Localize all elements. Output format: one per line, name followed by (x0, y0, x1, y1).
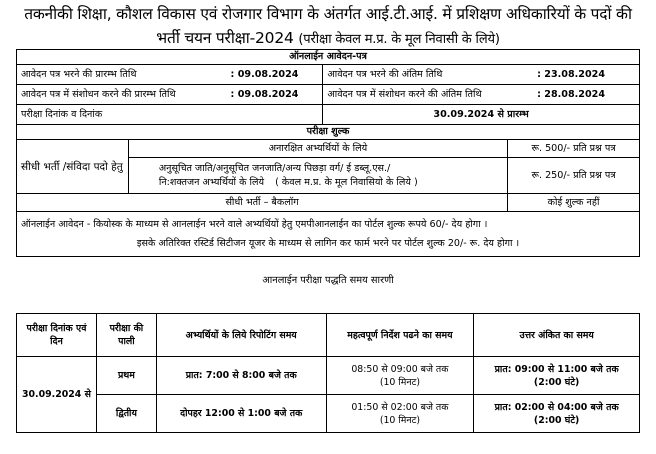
reserved-line-1: अनुसूचित जाति/अनुसूचित जनजाति/अन्य पिछड़ा वर्ग/ ई डब्लू.एस./ (158, 162, 391, 174)
general-category-label: अनारक्षित अभ्यर्थियों के लिये (128, 140, 507, 158)
instruction-duration: (10 मिनट) (379, 376, 420, 388)
portal-fee-notes (17, 212, 640, 257)
start-date-label: आवेदन पत्र भरने की प्रारम्भ तिथि (21, 68, 137, 80)
reserved-label: नि:शक्तजन अभ्यर्थियों के लिये (158, 176, 265, 188)
answer-duration: (2:00 घंटे) (533, 376, 580, 388)
instruction-time (326, 395, 474, 433)
title-main: भर्ती चयन परीक्षा-2024 (156, 29, 294, 47)
reserved-line-2 (159, 176, 503, 190)
reporting-time: दोपहर 12:00 से 1:00 बजे तक (156, 395, 326, 433)
page-title (0, 2, 656, 52)
end-date-cell (323, 65, 640, 85)
general-fee: रू. 500/- प्रति प्रश्न पत्र (508, 140, 640, 158)
answer-time (474, 357, 640, 395)
application-section-title: ऑनलाईन आवेदन-पत्र (17, 50, 640, 65)
answer-duration: (2:00 घंटे) (533, 414, 580, 426)
end-date-label: आवेदन पत्र भरने की अंतिम तिथि (327, 68, 443, 80)
title-line-1: तकनीकी शिक्षा, कौशल विकास एवं रोजगार विभाग के अंतर्गत आई.टी.आई. में प्रशिक्षण अधिकारियों के पदों की (24, 5, 632, 23)
direct-recruitment-label: सीधी भर्ती /संविदा पदो हेतु (17, 140, 129, 194)
reserved-note: ( केवल म.प्र. के मूल निवासियो के लिये ) (275, 176, 418, 188)
table-row (17, 357, 640, 395)
edit-end-label: आवेदन पत्र में संशोधन करने की अंतिम तिथि (327, 88, 482, 100)
header-reporting: अभ्यर्थियों के लिये रिपोटिंग समय (156, 314, 326, 357)
reserved-fee: रू. 250/- प्रति प्रश्न पत्र (508, 158, 640, 194)
citizen-note: इसके अतिरिक्त रस्टिर्ड सिटीजन यूजर के माध्यम से लागिन कर फार्म भरने पर पोर्टल शुल्क 20/- रू. देय होगा । (136, 238, 520, 249)
end-date-value: : 23.08.2024 (537, 68, 605, 80)
header-answer: उत्तर अंकित का समय (474, 314, 640, 357)
edit-start-cell (17, 85, 323, 105)
title-note: (परीक्षा केवल म.प्र. के मूल निवासी के लिये) (298, 32, 500, 47)
backlog-fee: कोई शुल्क नहीं (508, 194, 640, 212)
edit-end-cell (323, 85, 640, 105)
edit-start-label: आवेदन पत्र में संशोधन करने की प्रारम्भ तिथि (21, 88, 176, 100)
kiosk-note: ऑनलाईन आवेदन - कियोस्क के माध्यम से आनलाईन भरने वाले अभ्यर्थियों हेतु एमपीआनलाईन का पोर्टल शुल्क रूपये 60/- देय होगा । (21, 219, 488, 230)
instruction-range: 08:50 से 09:00 बजे तक (351, 363, 449, 375)
reporting-time: प्रात: 7:00 से 8:00 बजे तक (156, 357, 326, 395)
answer-time (474, 395, 640, 433)
instruction-range: 01:50 से 02:00 बजे तक (351, 401, 449, 413)
exam-date: 30.09.2024 से (17, 357, 97, 433)
shift-name: द्वितीय (96, 395, 156, 433)
answer-range: प्रात: 02:00 से 04:00 बजे तक (494, 401, 619, 413)
header-shift: परीक्षा की पाली (96, 314, 156, 357)
instruction-time (326, 357, 474, 395)
schedule-table (16, 313, 640, 433)
start-date-value: : 09.08.2024 (230, 68, 299, 80)
header-instructions: महत्वपूर्ण निर्देश पढने का समय (326, 314, 474, 357)
exam-date-label: परीक्षा दिनांक व दिनांक (17, 105, 323, 125)
exam-date-value: 30.09.2024 से प्रारम्भ (323, 105, 640, 125)
answer-range: प्रात: 09:00 से 11:00 बजे तक (494, 363, 619, 375)
application-fee-table (16, 49, 640, 257)
header-date: परीक्षा दिनांक एवं दिन (17, 314, 97, 357)
edit-end-value: : 28.08.2024 (537, 88, 605, 100)
shift-name: प्रथम (96, 357, 156, 395)
instruction-duration: (10 मिनट) (379, 414, 420, 426)
schedule-caption: आनलाईन परीक्षा पद्धति समय सारणी (262, 275, 394, 286)
edit-start-value: : 09.08.2024 (230, 88, 299, 100)
reserved-category-cell (128, 158, 507, 194)
table-row (17, 395, 640, 433)
backlog-label: सीधी भर्ती – बैकलॉग (17, 194, 508, 212)
fee-section-title: परीक्षा शुल्क (17, 125, 640, 140)
start-date-cell (17, 65, 323, 85)
schedule-header-row (17, 314, 640, 357)
